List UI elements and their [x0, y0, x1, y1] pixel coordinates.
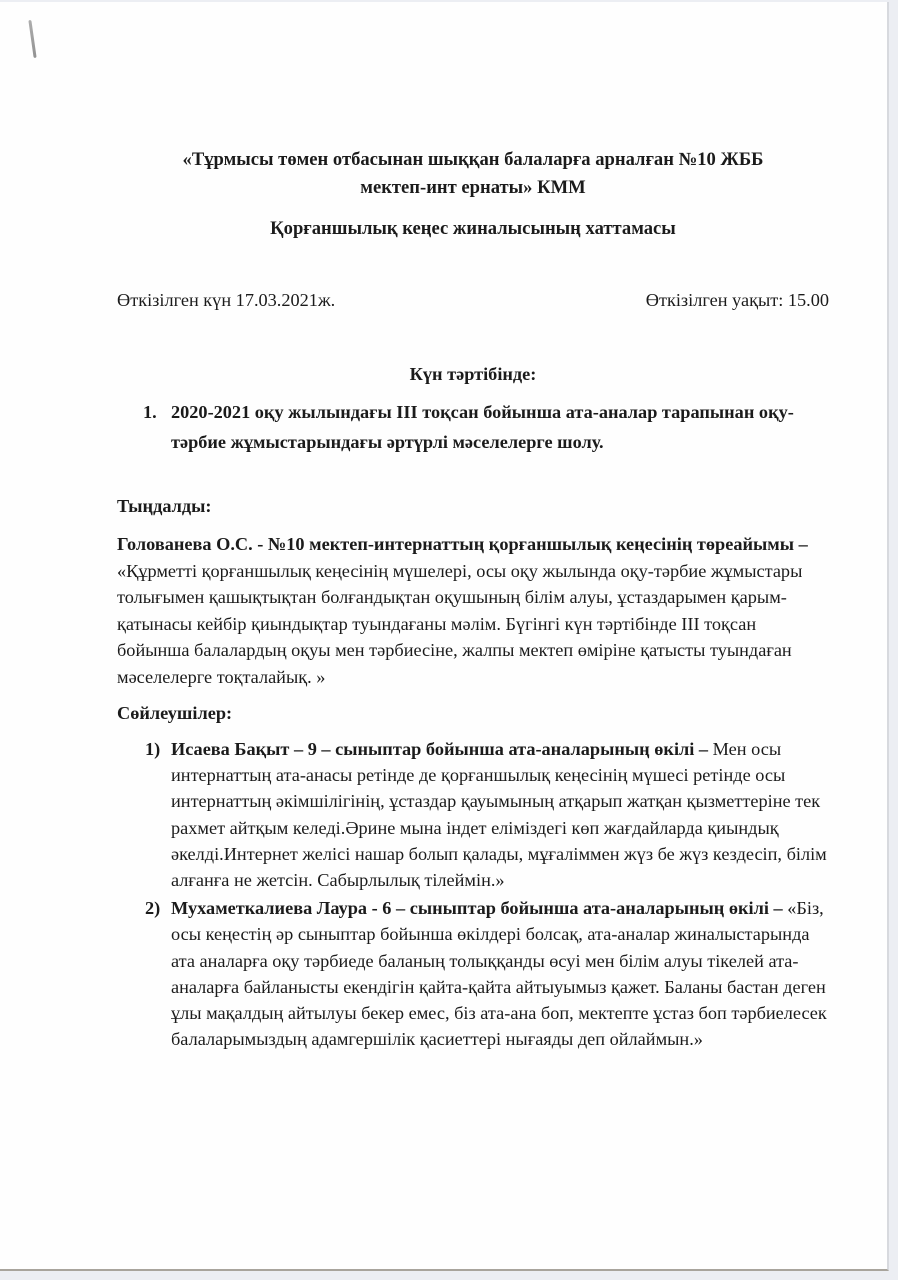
- pen-mark: [28, 20, 36, 58]
- speaker-speech: Мен осы интернаттың ата-анасы ретінде де қорғаншылық кеңесінің мүшесі ретінде осы интернаттың әкімшілігінің, ұстаздар қауымының атқарып жатқан қызметтеріне тек рахмет айтқым келеді.Әрине мына індет еліміздегі көп жағдайларда қиындық әкелді.Интернет желісі нашар болып қалады, мұғаліммен жүз бе жүз кездесіп, білім алғанға не жетсін. Сабырлылық тілеймін.»: [171, 739, 827, 891]
- agenda-list: [117, 397, 829, 457]
- organization-title-line-1: «Тұрмысы төмен отбасынан шыққан балаларға арналған №10 ЖББ: [182, 149, 764, 170]
- document-content: [117, 146, 829, 1052]
- document-title: Қорғаншылық кеңес жиналысының хаттамасы: [270, 218, 676, 239]
- agenda-item-text: 2020-2021 оқу жылындағы ІІІ тоқсан бойынша ата-аналар тарапынан оқу-тәрбие жұмыстарындағы әртүрлі мәселелерге шолу.: [171, 402, 794, 452]
- organization-title-line-2: мектеп-инт ернаты» КММ: [360, 177, 586, 198]
- speaker-item: [145, 895, 829, 1052]
- agenda-title: Күн тәртібінде:: [409, 364, 537, 384]
- speaker-name: Исаева Бақыт – 9 – сыныптар бойынша ата-аналарының өкілі –: [171, 739, 709, 759]
- speakers-heading: Сөйлеушілер:: [117, 703, 233, 723]
- meeting-meta: [117, 287, 829, 313]
- chair-speech: «Құрметті қорғаншылық кеңесінің мүшелері, осы оқу жылында оқу-тәрбие жұмыстары толығымен қашықтықтан болғандықтан оқушының білім алуы, ұстаздарымен қарым-қатынасы кейбір қиындықтар туындағаны мәлім. Бүгінгі күн тәртібінде ІІІ тоқсан бойынша балалардың оқуы мен тәрбиесіне, жалпы мектеп өміріне қатысты туындаған мәселелерге тоқталайық. »: [117, 560, 803, 687]
- chair-statement: [117, 531, 829, 690]
- speaker-number: 1): [145, 739, 161, 759]
- agenda-item-number: 1.: [143, 402, 157, 422]
- organization-title: [117, 146, 829, 202]
- speaker-speech: «Біз, осы кеңестің әр сыныптар бойынша өкілдері болсақ, ата-аналар жиналыстарында ата аналарға оқу тәрбиеде баланың толыққанды өсуі мен білім алуы тікелей ата-аналарға байланысты екендігін қайта-қайта айтыуымыз қажет. Баланы бастан деген ұлы мақалдың айтылуы бекер емес, біз ата-ана боп, мектепте ұстаз боп тәрбиелесек балаларымыздың адамгершілік қасиеттері нығаяды деп ойлаймын.»: [171, 898, 827, 1050]
- speaker-number: 2): [145, 898, 161, 919]
- heard-heading: Тыңдалды:: [117, 496, 212, 516]
- chair-name: Голованева О.С. - №10 мектеп-интернаттың қорғаншылық кеңесінің төреайымы –: [117, 534, 808, 554]
- speaker-list: [117, 736, 829, 1052]
- agenda-item: [143, 397, 829, 457]
- meeting-time: Өткізілген уақыт: 15.00: [645, 290, 829, 310]
- speaker-item: [145, 736, 829, 893]
- document-page: [0, 2, 889, 1271]
- meeting-date: Өткізілген күн 17.03.2021ж.: [117, 290, 336, 310]
- speaker-name: Мухаметкалиева Лаура - 6 – сыныптар бойынша ата-аналарының өкілі –: [171, 898, 783, 919]
